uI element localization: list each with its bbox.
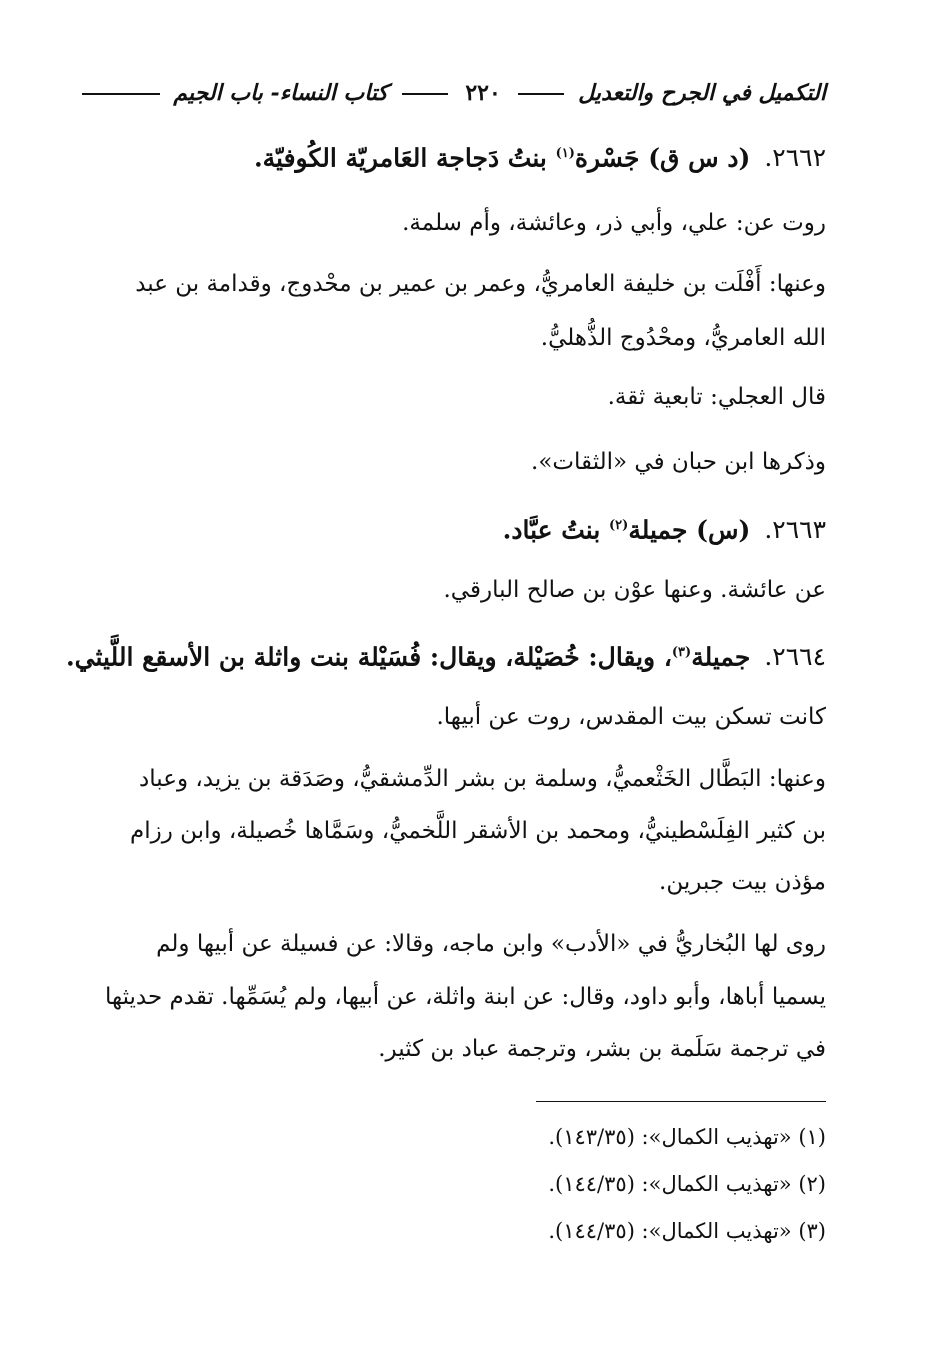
entry-name-rest: بنتُ عبَّاد.	[502, 515, 610, 545]
entry-heading	[65, 637, 826, 673]
entry-text-line: قال العجلي: تابعية ثقة.	[607, 384, 826, 410]
entry-text-line: مؤذن بيت جبرين.	[659, 869, 826, 895]
footnote-ref: (٣)	[671, 645, 692, 660]
page-number: ٢٢٠	[465, 80, 501, 106]
entry-name: (د س ق) جَسْرة	[574, 143, 751, 173]
entry-text-line: وعنها: أَفْلَت بن خليفة العامريُّ، وعمر بن عمير بن محْدوج، وقدامة بن عبد	[135, 271, 826, 297]
entry-name-rest: بنتُ دَجاجة العَامريّة الكُوفيّة.	[253, 143, 556, 173]
footnote: (١) «تهذيب الكمال»: (١٤٣/٣٥).	[548, 1125, 826, 1149]
entry-heading	[126, 510, 826, 546]
entry-text-line: وذكرها ابن حبان في «الثقات».	[531, 449, 826, 475]
running-header	[166, 80, 826, 106]
header-dash	[402, 93, 448, 95]
entry-text-line: روت عن: علي، وأبي ذر، وعائشة، وأم سلمة.	[402, 210, 826, 236]
entry-text-line: الله العامريُّ، ومحْدُوج الذُّهليُّ.	[540, 325, 826, 351]
entry-text-line: بن كثير الفِلَسْطينيُّ، ومحمد بن الأشقر اللَّخميُّ، وسَمَّاها خُصيلة، وابن رزام	[130, 818, 826, 844]
entry-number: ٢٦٦٣.	[764, 515, 826, 545]
entry-number: ٢٦٦٢.	[764, 143, 826, 173]
entry-text-line: يسميا أباها، وأبو داود، وقال: عن ابنة واثلة، عن أبيها، ولم يُسَمِّها. تقدم حديثها	[104, 984, 826, 1010]
entry-text-line: روى لها البُخاريُّ في «الأدب» وابن ماجه، وقالا: عن فسيلة عن أبيها ولم	[156, 931, 826, 957]
header-dash	[518, 93, 564, 95]
entry-name: (س) جميلة	[628, 515, 751, 545]
footnote-ref: (٢)	[609, 518, 629, 533]
footnote: (٢) «تهذيب الكمال»: (١٤٤/٣٥).	[548, 1172, 826, 1196]
entry-text-line: عن عائشة. وعنها عوْن بن صالح البارقي.	[443, 577, 826, 603]
entry-text-line: كانت تسكن بيت المقدس، روت عن أبيها.	[436, 704, 826, 730]
footnote: (٣) «تهذيب الكمال»: (١٤٤/٣٥).	[548, 1219, 826, 1243]
section-title: كتاب النساء- باب الجيم	[173, 80, 389, 106]
footnote-divider	[536, 1101, 826, 1102]
entry-text-line: وعنها: البَطَّال الخَثْعميُّ، وسلمة بن بشر الدِّمشقيُّ، وصَدَقة بن يزيد، وعباد	[139, 766, 826, 792]
footnote-ref: (١)	[555, 146, 575, 161]
entry-name: جميلة	[691, 642, 751, 672]
entry-number: ٢٦٦٤.	[764, 642, 826, 672]
header-dash	[82, 93, 160, 95]
entry-heading	[126, 138, 826, 174]
entry-text-line: في ترجمة سَلَمة بن بشر، وترجمة عباد بن كثير.	[378, 1036, 826, 1062]
book-title: التكميل في الجرح والتعديل	[578, 80, 826, 106]
entry-name-rest: ، ويقال: خُصَيْلة، ويقال: فُسَيْلة بنت واثلة بن الأسقع اللَّيثي.	[65, 642, 672, 672]
